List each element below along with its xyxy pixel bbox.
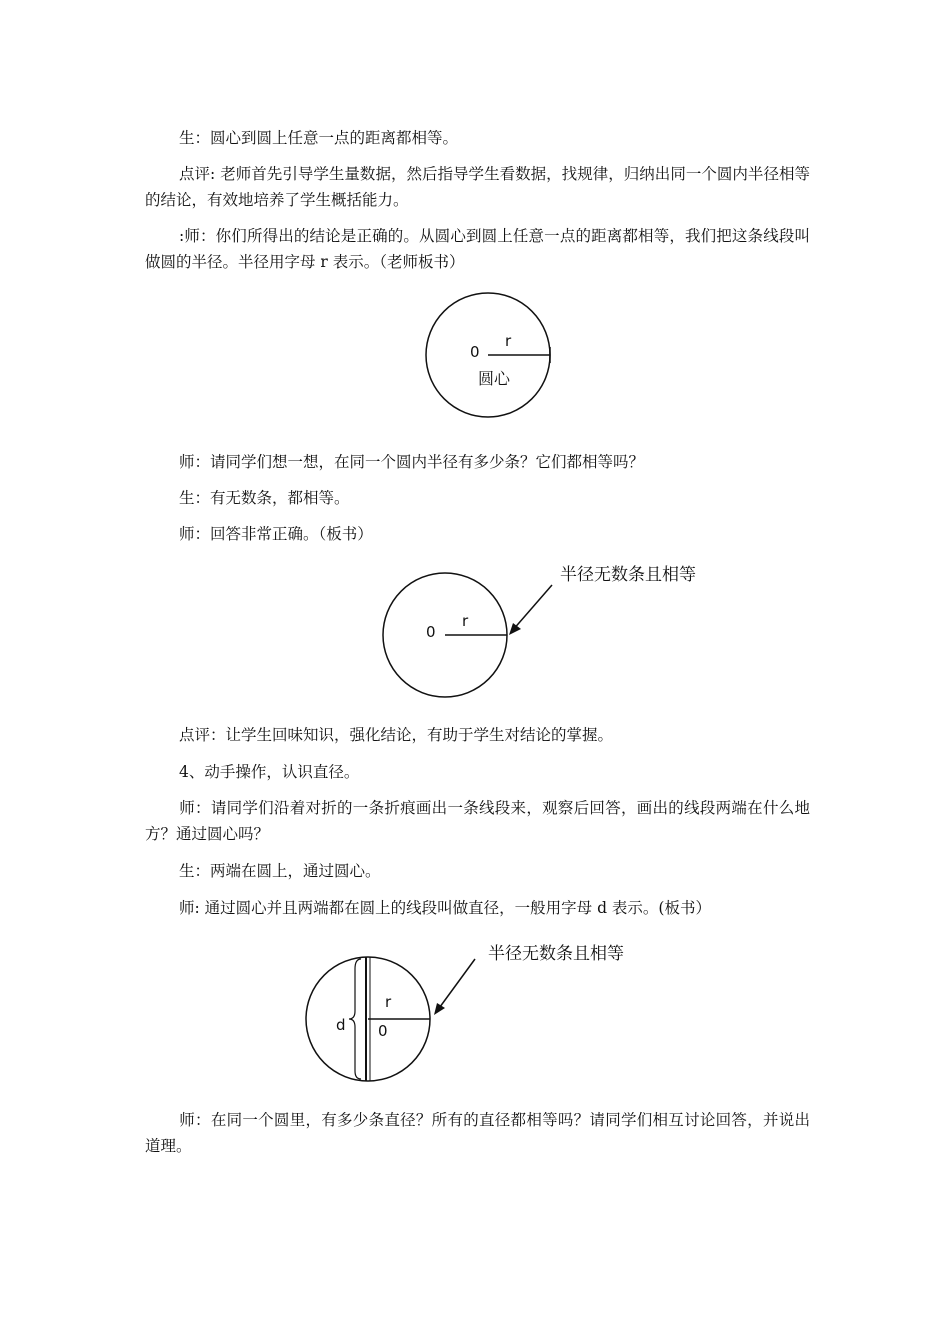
callout-arrowhead — [509, 623, 521, 635]
center-label: 0 — [470, 343, 480, 361]
callout-text: 半径无数条且相等 — [488, 944, 624, 964]
paragraph-teacher-diameter: 师: 通过圆心并且两端都在圆上的线段叫做直径，一般用字母 d 表示。(板书） — [179, 899, 711, 917]
center-label: 0 — [378, 1022, 388, 1040]
callout-arrow-line — [437, 959, 475, 1011]
diameter-label: d — [336, 1016, 346, 1034]
figure-radius-circle — [420, 285, 560, 425]
paragraph-student-answer-3: 生：两端在圆上，通过圆心。 — [179, 862, 381, 880]
paragraph-comment-1: 点评: 老师首先引导学生量数据，然后指导学生看数据，找规律，归纳出同一个圆内半径相等的结论，有效地培养了学生概括能力。 — [145, 165, 810, 209]
figure-radius-callout — [380, 555, 740, 705]
paragraph-teacher-radius: :师：你们所得出的结论是正确的。从圆心到圆上任意一点的距离都相等，我们把这条线段叫做圆的半径。半径用字母 r 表示。（老师板书） — [145, 227, 810, 271]
paragraph-teacher-instruction: 师：请同学们沿着对折的一条折痕画出一条线段来，观察后回答，画出的线段两端在什么地方？通过圆心吗？ — [145, 799, 810, 843]
paragraph-student-answer-2: 生：有无数条，都相等。 — [179, 489, 350, 507]
center-label: 0 — [426, 623, 436, 641]
paragraph-comment-2: 点评：让学生回味知识，强化结论，有助于学生对结论的掌握。 — [179, 726, 614, 744]
center-caption: 圆心 — [478, 369, 511, 388]
callout-arrowhead — [434, 1003, 445, 1015]
paragraph-student-answer-1: 生：圆心到圆上任意一点的距离都相等。 — [179, 129, 459, 147]
figure-diameter-circle — [300, 935, 680, 1090]
paragraph-teacher-question-1: 师：请同学们想一想，在同一个圆内半径有多少条？它们都相等吗？ — [179, 453, 645, 471]
paragraph-teacher-confirm: 师：回答非常正确。（板书） — [179, 525, 373, 543]
radius-label: r — [505, 332, 512, 350]
radius-label: r — [462, 612, 469, 630]
callout-arrow-line — [512, 585, 552, 631]
callout-text: 半径无数条且相等 — [560, 565, 696, 585]
diameter-brace — [349, 959, 361, 1079]
radius-label: r — [385, 993, 392, 1011]
paragraph-teacher-question-2: 师：在同一个圆里，有多少条直径？所有的直径都相等吗？请同学们相互讨论回答，并说出道理。 — [145, 1111, 810, 1155]
paragraph-section-heading: 4、动手操作，认识直径。 — [179, 763, 360, 781]
